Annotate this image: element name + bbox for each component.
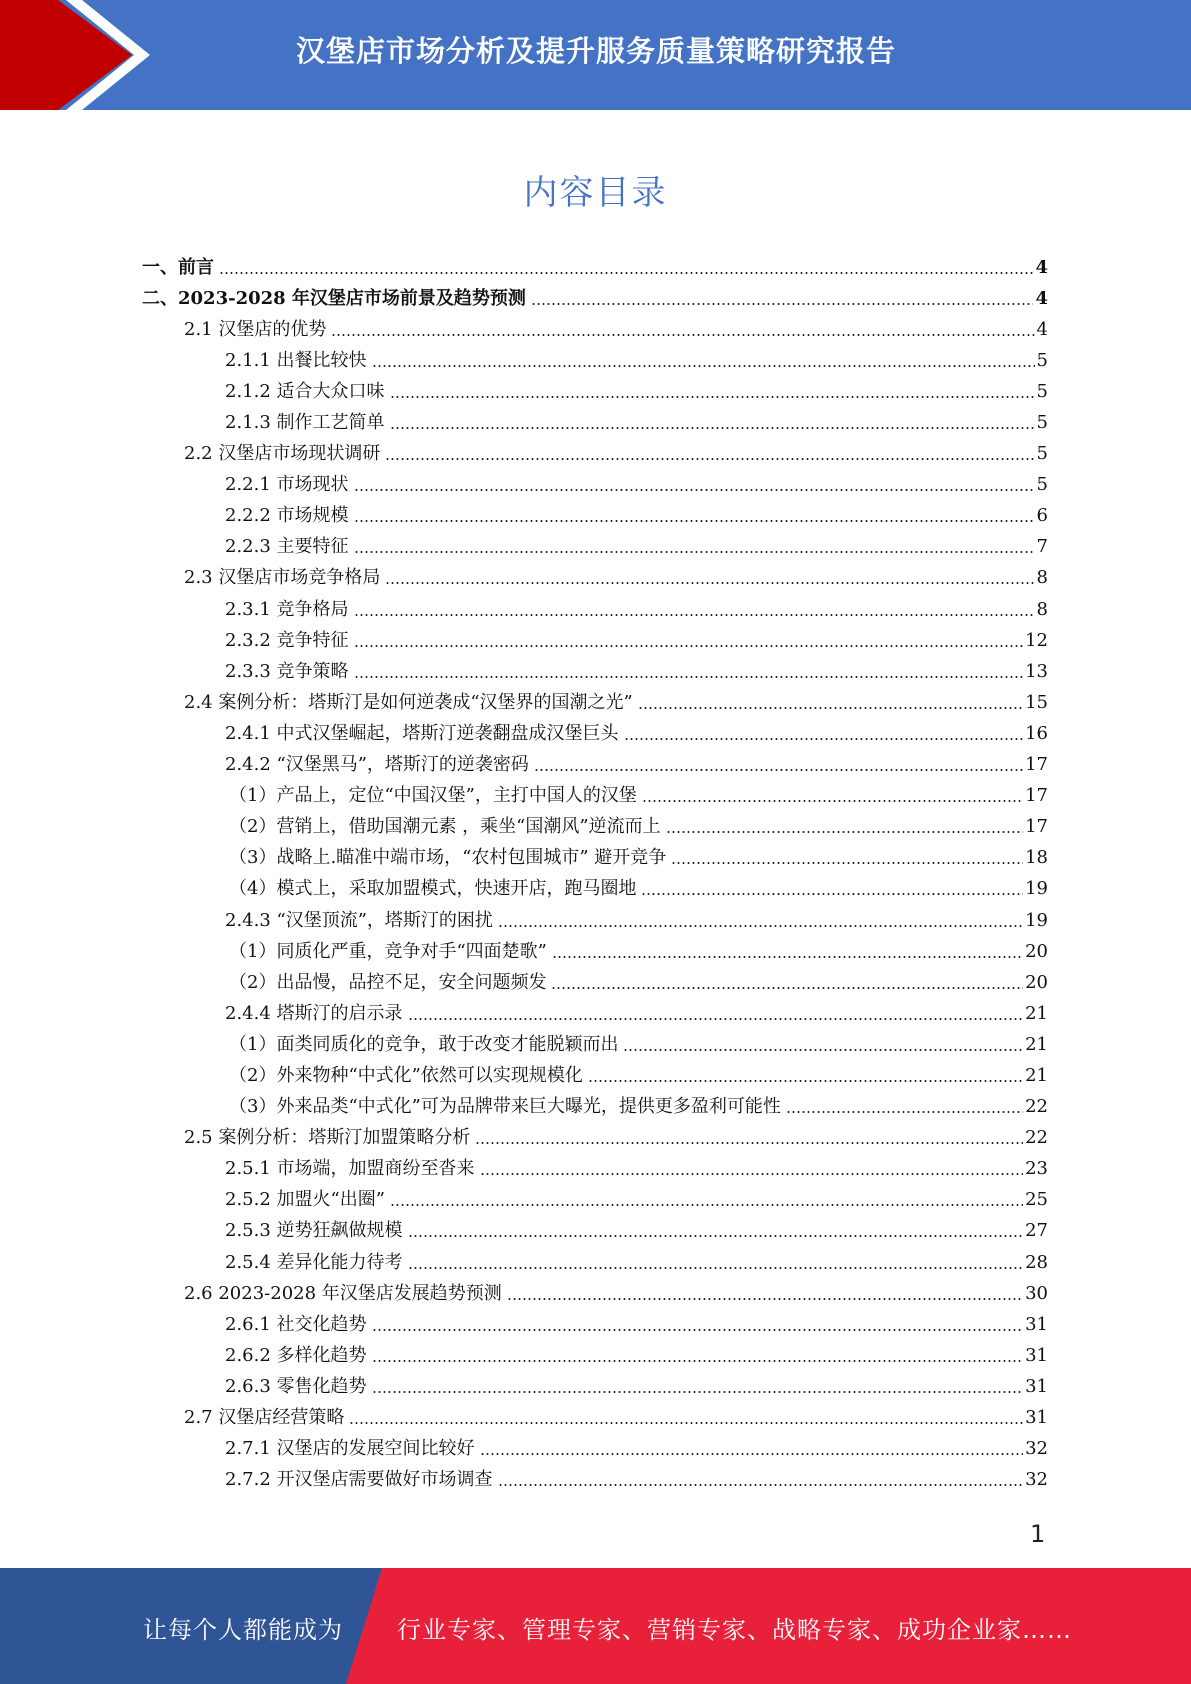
toc-entry-page: 4 (1036, 318, 1048, 340)
toc-dot-leader (385, 582, 1034, 584)
toc-entry-label: 2.5 案例分析：塔斯汀加盟策略分析 (184, 1126, 473, 1150)
toc-entry[interactable] (0, 501, 1191, 532)
toc-entry[interactable] (0, 936, 1191, 967)
toc-entry-label: 2.2.3 主要特征 (225, 535, 352, 559)
toc-entry[interactable] (0, 781, 1191, 812)
toc-entry-label: 2.6 2023-2028 年汉堡店发展趋势预测 (184, 1282, 505, 1306)
toc-entry-page: 32 (1025, 1469, 1048, 1491)
toc-dot-leader (354, 614, 1035, 616)
toc-entry[interactable] (0, 283, 1191, 314)
toc-entry-label: （1）产品上，定位“中国汉堡”，主打中国人的汉堡 (229, 784, 640, 808)
toc-entry[interactable] (0, 1029, 1191, 1060)
toc-dot-leader (390, 427, 1035, 429)
toc-dot-leader (408, 1267, 1024, 1269)
toc-entry-page: 17 (1025, 754, 1048, 776)
toc-entry-page: 5 (1036, 412, 1048, 434)
toc-entry-page: 5 (1036, 443, 1048, 465)
toc-entry[interactable] (0, 1247, 1191, 1278)
toc-dot-leader (480, 1173, 1024, 1175)
toc-entry-page: 17 (1025, 785, 1048, 807)
toc-entry-label: 2.7.1 汉堡店的发展空间比较好 (225, 1437, 478, 1461)
toc-entry[interactable] (0, 718, 1191, 749)
toc-entry-page: 25 (1025, 1189, 1048, 1211)
toc-entry-label: 2.1.1 出餐比较快 (225, 349, 370, 373)
toc-dot-leader (671, 862, 1023, 864)
toc-dot-leader (624, 738, 1024, 740)
toc-dot-leader (408, 1235, 1024, 1237)
toc-entry-label: 2.5.2 加盟火“出圈” (225, 1188, 388, 1212)
toc-entry[interactable] (0, 345, 1191, 376)
toc-dot-leader (638, 707, 1023, 709)
toc-entry-label: 2.3 汉堡店市场竞争格局 (184, 566, 383, 590)
toc-entry-page: 31 (1025, 1407, 1048, 1429)
toc-entry[interactable] (0, 625, 1191, 656)
toc-entry[interactable] (0, 905, 1191, 936)
toc-entry[interactable] (0, 532, 1191, 563)
toc-dot-leader (372, 1360, 1024, 1362)
toc-entry-page: 19 (1025, 909, 1048, 931)
toc-entry[interactable] (0, 1309, 1191, 1340)
toc-dot-leader (219, 272, 1033, 274)
toc-entry[interactable] (0, 439, 1191, 470)
toc-dot-leader (642, 800, 1023, 802)
toc-dot-leader (507, 1298, 1023, 1300)
toc-entry-label: 二、2023-2028 年汉堡店市场前景及趋势预测 (142, 287, 529, 311)
toc-entry-label: 2.4 案例分析：塔斯汀是如何逆袭成“汉堡界的国潮之光” (184, 691, 636, 715)
page-header (0, 0, 1191, 110)
toc-entry-page: 28 (1025, 1251, 1048, 1273)
toc-dot-leader (354, 676, 1024, 678)
toc-entry-label: （2）出品慢，品控不足，安全问题频发 (229, 971, 549, 995)
toc-entry-page: 30 (1025, 1282, 1048, 1304)
table-of-contents (0, 252, 1191, 1496)
page-number: 1 (1030, 1520, 1046, 1548)
toc-entry-page: 19 (1025, 878, 1048, 900)
toc-entry-page: 4 (1035, 287, 1048, 309)
toc-entry-page: 17 (1025, 816, 1048, 838)
toc-dot-leader (354, 489, 1035, 491)
toc-entry[interactable] (0, 1185, 1191, 1216)
toc-entry-label: 2.4.1 中式汉堡崛起，塔斯汀逆袭翻盘成汉堡巨头 (225, 722, 622, 746)
toc-entry[interactable] (0, 252, 1191, 283)
toc-entry[interactable] (0, 1216, 1191, 1247)
toc-dot-leader (475, 1142, 1023, 1144)
toc-entry-label: 2.2.1 市场现状 (225, 473, 352, 497)
page-footer (0, 1568, 1191, 1684)
toc-dot-leader (372, 1391, 1024, 1393)
toc-entry[interactable] (0, 594, 1191, 625)
toc-entry-label: （2）营销上，借助国潮元素 ，乘坐“国潮风”逆流而上 (229, 815, 664, 839)
toc-entry[interactable] (0, 1123, 1191, 1154)
toc-entry-page: 8 (1036, 598, 1048, 620)
toc-entry[interactable] (0, 1402, 1191, 1433)
toc-entry[interactable] (0, 967, 1191, 998)
toc-entry-label: 2.3.3 竞争策略 (225, 660, 352, 684)
toc-entry-label: 2.6.1 社交化趋势 (225, 1313, 370, 1337)
toc-entry-label: 2.5.3 逆势狂飙做规模 (225, 1219, 406, 1243)
toc-entry-page: 4 (1035, 256, 1048, 278)
toc-dot-leader (531, 303, 1034, 305)
toc-entry-label: 2.5.4 差异化能力待考 (225, 1251, 406, 1275)
toc-entry[interactable] (0, 687, 1191, 718)
toc-entry-page: 16 (1025, 722, 1048, 744)
toc-dot-leader (551, 987, 1023, 989)
toc-entry-label: 2.1.3 制作工艺简单 (225, 411, 388, 435)
toc-dot-leader (390, 1204, 1023, 1206)
toc-entry[interactable] (0, 1278, 1191, 1309)
footer-slogan-right: 行业专家、管理专家、营销专家、战略专家、成功企业家…… (397, 1616, 1072, 1644)
toc-entry[interactable] (0, 656, 1191, 687)
toc-entry-page: 21 (1025, 1064, 1048, 1086)
toc-entry-label: （3）外来品类“中式化”可为品牌带来巨大曝光，提供更多盈利可能性 (229, 1095, 784, 1119)
toc-dot-leader (372, 1329, 1024, 1331)
toc-entry-page: 5 (1036, 380, 1048, 402)
toc-dot-leader (623, 1049, 1023, 1051)
toc-entry[interactable] (0, 563, 1191, 594)
footer-slogan-left: 让每个人都能成为 (143, 1616, 343, 1644)
toc-entry[interactable] (0, 1154, 1191, 1185)
report-title: 汉堡店市场分析及提升服务质量策略研究报告 (296, 34, 897, 68)
toc-dot-leader (354, 645, 1024, 647)
toc-dot-leader (480, 1453, 1024, 1455)
toc-entry-page: 12 (1025, 629, 1048, 651)
toc-entry[interactable] (0, 750, 1191, 781)
toc-entry-page: 27 (1025, 1220, 1048, 1242)
toc-entry-page: 31 (1025, 1313, 1048, 1335)
toc-entry-label: 2.7.2 开汉堡店需要做好市场调查 (225, 1468, 496, 1492)
toc-entry-page: 22 (1025, 1096, 1048, 1118)
toc-entry-page: 21 (1025, 1002, 1048, 1024)
toc-dot-leader (372, 365, 1035, 367)
toc-entry-page: 20 (1025, 940, 1048, 962)
toc-entry-page: 31 (1025, 1344, 1048, 1366)
toc-entry-label: 2.5.1 市场端，加盟商纷至沓来 (225, 1157, 478, 1181)
toc-entry-label: （1）面类同质化的竞争，敢于改变才能脱颖而出 (229, 1033, 621, 1057)
toc-dot-leader (666, 831, 1024, 833)
toc-entry-label: 2.1 汉堡店的优势 (184, 318, 329, 342)
toc-entry-label: （3）战略上.瞄准中端市场，“农村包围城市” 避开竞争 (229, 846, 669, 870)
toc-entry-label: 2.2.2 市场规模 (225, 504, 352, 528)
toc-entry-label: 2.6.3 零售化趋势 (225, 1375, 370, 1399)
toc-dot-leader (354, 551, 1035, 553)
toc-entry[interactable] (0, 1340, 1191, 1371)
toc-entry-label: 2.4.3 “汉堡顶流”，塔斯汀的困扰 (225, 909, 496, 933)
toc-entry-page: 32 (1025, 1438, 1048, 1460)
toc-entry-label: 一、前言 (142, 256, 217, 280)
toc-dot-leader (498, 1484, 1024, 1486)
toc-entry[interactable] (0, 874, 1191, 905)
toc-dot-leader (786, 1111, 1023, 1113)
toc-entry-label: 2.4.4 塔斯汀的启示录 (225, 1002, 406, 1026)
toc-entry-page: 31 (1025, 1375, 1048, 1397)
toc-entry[interactable] (0, 1434, 1191, 1465)
toc-dot-leader (641, 893, 1023, 895)
toc-dot-leader (390, 396, 1035, 398)
toc-entry[interactable] (0, 407, 1191, 438)
toc-entry-label: （2）外来物种“中式化”依然可以实现规模化 (229, 1064, 586, 1088)
toc-entry-label: 2.3.2 竞争特征 (225, 629, 352, 653)
toc-entry-page: 8 (1036, 567, 1048, 589)
toc-entry-label: 2.7 汉堡店经营策略 (184, 1406, 347, 1430)
toc-entry-page: 20 (1025, 971, 1048, 993)
toc-entry-page: 5 (1036, 474, 1048, 496)
toc-entry-label: 2.2 汉堡店市场现状调研 (184, 442, 383, 466)
toc-entry[interactable] (0, 812, 1191, 843)
toc-entry[interactable] (0, 376, 1191, 407)
toc-entry-label: 2.6.2 多样化趋势 (225, 1344, 370, 1368)
toc-entry[interactable] (0, 314, 1191, 345)
toc-entry[interactable] (0, 470, 1191, 501)
toc-entry-label: 2.3.1 竞争格局 (225, 598, 352, 622)
toc-dot-leader (354, 520, 1035, 522)
toc-entry[interactable] (0, 1371, 1191, 1402)
toc-heading: 内容目录 (523, 173, 668, 213)
toc-entry-label: 2.4.2 “汉堡黑马”，塔斯汀的逆袭密码 (225, 753, 532, 777)
toc-dot-leader (385, 458, 1034, 460)
toc-entry-page: 23 (1025, 1158, 1048, 1180)
toc-entry-page: 6 (1036, 505, 1048, 527)
toc-entry-page: 18 (1025, 847, 1048, 869)
toc-entry-label: （4）模式上，采取加盟模式，快速开店，跑马圈地 (229, 877, 639, 901)
toc-entry[interactable] (0, 1465, 1191, 1496)
toc-entry[interactable] (0, 1060, 1191, 1091)
toc-entry[interactable] (0, 843, 1191, 874)
toc-dot-leader (408, 1018, 1024, 1020)
toc-entry-label: （1）同质化严重，竞争对手“四面楚歌” (229, 940, 550, 964)
toc-dot-leader (534, 769, 1023, 771)
toc-dot-leader (588, 1080, 1023, 1082)
toc-entry-page: 13 (1025, 660, 1048, 682)
toc-entry[interactable] (0, 1092, 1191, 1123)
toc-dot-leader (349, 1422, 1023, 1424)
toc-entry-label: 2.1.2 适合大众口味 (225, 380, 388, 404)
toc-dot-leader (552, 956, 1023, 958)
toc-entry-page: 15 (1025, 691, 1048, 713)
toc-entry-page: 21 (1025, 1033, 1048, 1055)
toc-entry-page: 7 (1036, 536, 1048, 558)
toc-entry-page: 5 (1036, 349, 1048, 371)
toc-dot-leader (498, 925, 1023, 927)
toc-entry[interactable] (0, 998, 1191, 1029)
toc-entry-page: 22 (1025, 1127, 1048, 1149)
toc-dot-leader (331, 334, 1034, 336)
